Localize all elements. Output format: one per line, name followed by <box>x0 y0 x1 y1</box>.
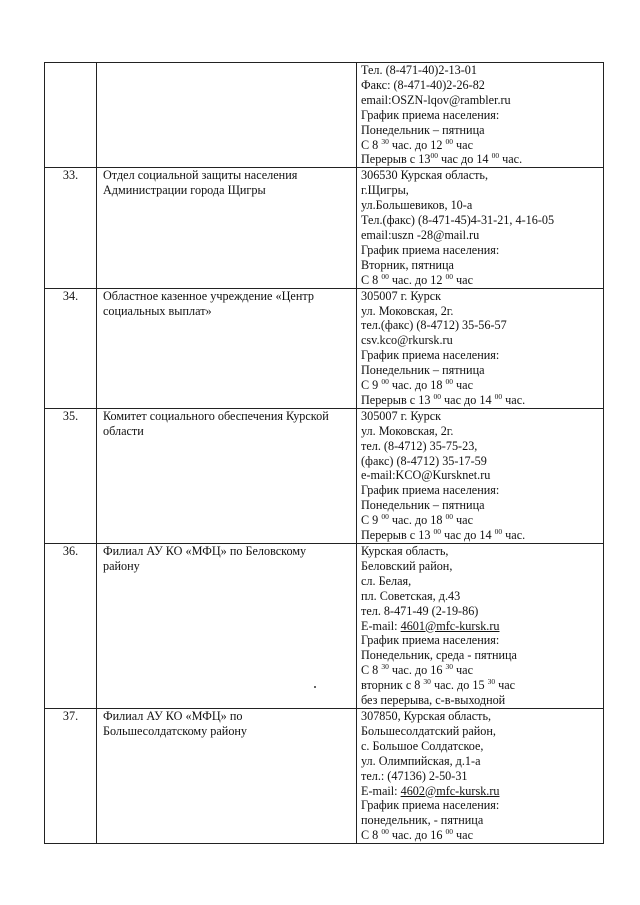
contact-line: ул. Моковская, 2г. <box>361 423 454 438</box>
contact-line: csv.kco@rkursk.ru <box>361 333 453 348</box>
email-link[interactable]: 4602@mfc-kursk.ru <box>400 783 500 798</box>
contacts-cell <box>357 168 604 288</box>
schedule-text: час. до 12 <box>388 137 446 152</box>
contact-line: пл. Советская, д.43 <box>361 588 461 603</box>
schedule-text: час. <box>502 528 526 543</box>
table-row <box>45 544 604 709</box>
schedule-line <box>361 513 601 528</box>
table-row <box>45 408 604 543</box>
contacts-cell <box>357 408 604 543</box>
time-minutes: 00 <box>433 527 441 537</box>
organization-name-line: области <box>103 423 144 438</box>
contact-line: ул. Моковская, 2г. <box>361 303 454 318</box>
schedule-text: час <box>453 513 473 528</box>
contact-line: Беловский район, <box>361 558 453 573</box>
time-minutes: 00 <box>445 827 453 837</box>
time-minutes: 00 <box>491 151 500 161</box>
contact-line: email:OSZN-lqov@rambler.ru <box>361 92 511 107</box>
schedule-text: час. до 15 <box>430 678 488 693</box>
schedule-text: час. до 16 <box>388 828 446 843</box>
organization-name-line: Филиал АУ КО «МФЦ» по <box>103 708 243 723</box>
schedule-text: С 9 <box>361 378 382 393</box>
organization-name-line: социальных выплат» <box>103 303 212 318</box>
schedule-line <box>361 152 601 167</box>
schedule-text: С 8 <box>361 137 382 152</box>
organization-name-line: Администрации города Щигры <box>103 183 266 198</box>
time-minutes: 00 <box>381 827 389 837</box>
schedule-text: час. до 16 <box>388 663 446 678</box>
organization-cell <box>97 168 357 288</box>
contact-line: 306530 Курская область, <box>361 168 489 183</box>
schedule-text: час <box>453 663 473 678</box>
table-row <box>45 288 604 408</box>
branches-table <box>44 62 604 844</box>
contact-line: Тел.(факс) (8-471-45)4-31-21, 4-16-05 <box>361 213 555 228</box>
contact-line: Тел. (8-471-40)2-13-01 <box>361 63 477 77</box>
organization-cell <box>97 544 357 709</box>
schedule-text: час. до 18 <box>388 378 446 393</box>
contact-line: График приема населения: <box>361 107 500 122</box>
contact-line: Понедельник, среда - пятница <box>361 648 517 663</box>
schedule-text: час <box>453 828 473 843</box>
schedule-text: час <box>453 378 473 393</box>
row-number: 33. <box>45 168 97 288</box>
schedule-text: Перерыв с 13 <box>361 152 431 167</box>
schedule-line <box>361 528 601 543</box>
organization-name-line: району <box>103 558 140 573</box>
contacts-cell <box>357 288 604 408</box>
email-line <box>361 784 601 799</box>
time-minutes: 00 <box>381 377 389 387</box>
time-minutes: 00 <box>494 527 503 537</box>
row-number <box>45 63 97 168</box>
table-row <box>45 168 604 288</box>
schedule-text: час до 14 <box>441 528 495 543</box>
table-row <box>45 63 604 168</box>
schedule-line <box>361 678 601 693</box>
time-minutes: 00 <box>494 391 503 401</box>
schedule-text: час. до 12 <box>388 272 446 287</box>
email-link[interactable]: 4601@mfc-kursk.ru <box>400 618 500 633</box>
organization-name-line: Филиал АУ КО «МФЦ» по Беловскому <box>103 544 307 558</box>
organization-name-line: Комитет социального обеспечения Курской <box>103 408 329 423</box>
organization-name-line: Большесолдатскому району <box>103 723 248 738</box>
organization-name-line: Областное казенное учреждение «Центр <box>103 288 314 303</box>
contact-line: График приема населения: <box>361 633 500 648</box>
organization-cell <box>97 63 357 168</box>
schedule-text: час <box>453 272 473 287</box>
table-body <box>45 63 604 844</box>
contact-line: без перерыва, с-в-выходной <box>361 693 506 708</box>
contact-line: Понедельник – пятница <box>361 122 485 137</box>
schedule-line <box>361 138 601 153</box>
time-minutes: 30 <box>445 662 453 672</box>
contact-line: ул. Олимпийская, д.1-а <box>361 753 481 768</box>
time-minutes: 30 <box>381 662 389 672</box>
schedule-text: час. <box>499 152 523 167</box>
contact-line: График приема населения: <box>361 483 500 498</box>
contacts-cell <box>357 544 604 709</box>
time-minutes: 30 <box>423 677 431 687</box>
schedule-text: Перерыв с 13 <box>361 528 434 543</box>
contact-line: тел. 8-471-49 (2-19-86) <box>361 603 479 618</box>
time-minutes: 00 <box>445 512 453 522</box>
schedule-text: час <box>453 137 473 152</box>
organization-name-line: Отдел социальной защиты населения <box>103 168 298 183</box>
contact-line: 307850, Курская область, <box>361 708 492 723</box>
time-minutes: 30 <box>487 677 496 687</box>
schedule-text: час <box>495 678 516 693</box>
schedule-text: С 9 <box>361 513 382 528</box>
time-minutes: 00 <box>430 151 438 161</box>
time-minutes: 00 <box>445 271 453 281</box>
contacts-cell <box>357 63 604 168</box>
schedule-text: час. <box>502 392 526 407</box>
contact-line: ул.Большевиков, 10-а <box>361 198 473 213</box>
time-minutes: 00 <box>445 377 453 387</box>
contact-line: тел.: (47136) 2-50-31 <box>361 768 468 783</box>
contact-line: График приема населения: <box>361 798 500 813</box>
row-number: 35. <box>45 408 97 543</box>
contact-line: (факс) (8-4712) 35-17-59 <box>361 453 487 468</box>
contact-line: email:uszn -28@mail.ru <box>361 227 480 242</box>
schedule-text: час до 14 <box>437 152 492 167</box>
contact-line: Понедельник – пятница <box>361 498 485 513</box>
schedule-text: час до 14 <box>441 392 495 407</box>
time-minutes: 30 <box>381 136 389 146</box>
contact-line: e-mail:KCO@Kursknet.ru <box>361 468 491 483</box>
row-number: 36. <box>45 544 97 709</box>
contact-line: 305007 г. Курск <box>361 408 442 423</box>
schedule-line <box>361 663 601 678</box>
contact-line: с. Большое Солдатское, <box>361 738 484 753</box>
email-line <box>361 619 601 634</box>
contact-line: Понедельник – пятница <box>361 363 485 378</box>
email-label: E-mail: <box>361 618 401 633</box>
contact-line: г.Щигры, <box>361 183 409 198</box>
contact-line: График приема населения: <box>361 348 500 363</box>
schedule-line <box>361 393 601 408</box>
schedule-text: С 8 <box>361 663 382 678</box>
time-minutes: 00 <box>433 391 441 401</box>
organization-cell <box>97 288 357 408</box>
contact-line: сл. Белая, <box>361 573 412 588</box>
contact-line: Курская область, <box>361 544 449 558</box>
contact-line: График приема населения: <box>361 242 500 257</box>
schedule-line <box>361 378 601 393</box>
contact-line: 305007 г. Курск <box>361 288 442 303</box>
contact-line: тел.(факс) (8-4712) 35-56-57 <box>361 318 507 333</box>
row-number: 34. <box>45 288 97 408</box>
contact-line: Факс: (8-471-40)2-26-82 <box>361 77 485 92</box>
contact-line: Вторник, пятница <box>361 257 454 272</box>
time-minutes: 00 <box>381 512 389 522</box>
schedule-text: Перерыв с 13 <box>361 392 434 407</box>
time-minutes: 00 <box>445 136 453 146</box>
time-minutes: 00 <box>381 271 389 281</box>
organization-cell <box>97 708 357 843</box>
contacts-cell <box>357 708 604 843</box>
contact-line: тел. (8-4712) 35-75-23, <box>361 438 478 453</box>
contact-line: Большесолдатский район, <box>361 723 496 738</box>
contact-line: понедельник, - пятница <box>361 813 484 828</box>
schedule-text: час. до 18 <box>388 513 446 528</box>
schedule-line <box>361 273 601 288</box>
stray-mark <box>314 686 316 688</box>
organization-cell <box>97 408 357 543</box>
email-label: E-mail: <box>361 783 401 798</box>
table-row <box>45 708 604 843</box>
schedule-line <box>361 828 601 843</box>
row-number: 37. <box>45 708 97 843</box>
schedule-text: С 8 <box>361 828 382 843</box>
schedule-text: вторник с 8 <box>361 678 424 693</box>
schedule-text: С 8 <box>361 272 382 287</box>
